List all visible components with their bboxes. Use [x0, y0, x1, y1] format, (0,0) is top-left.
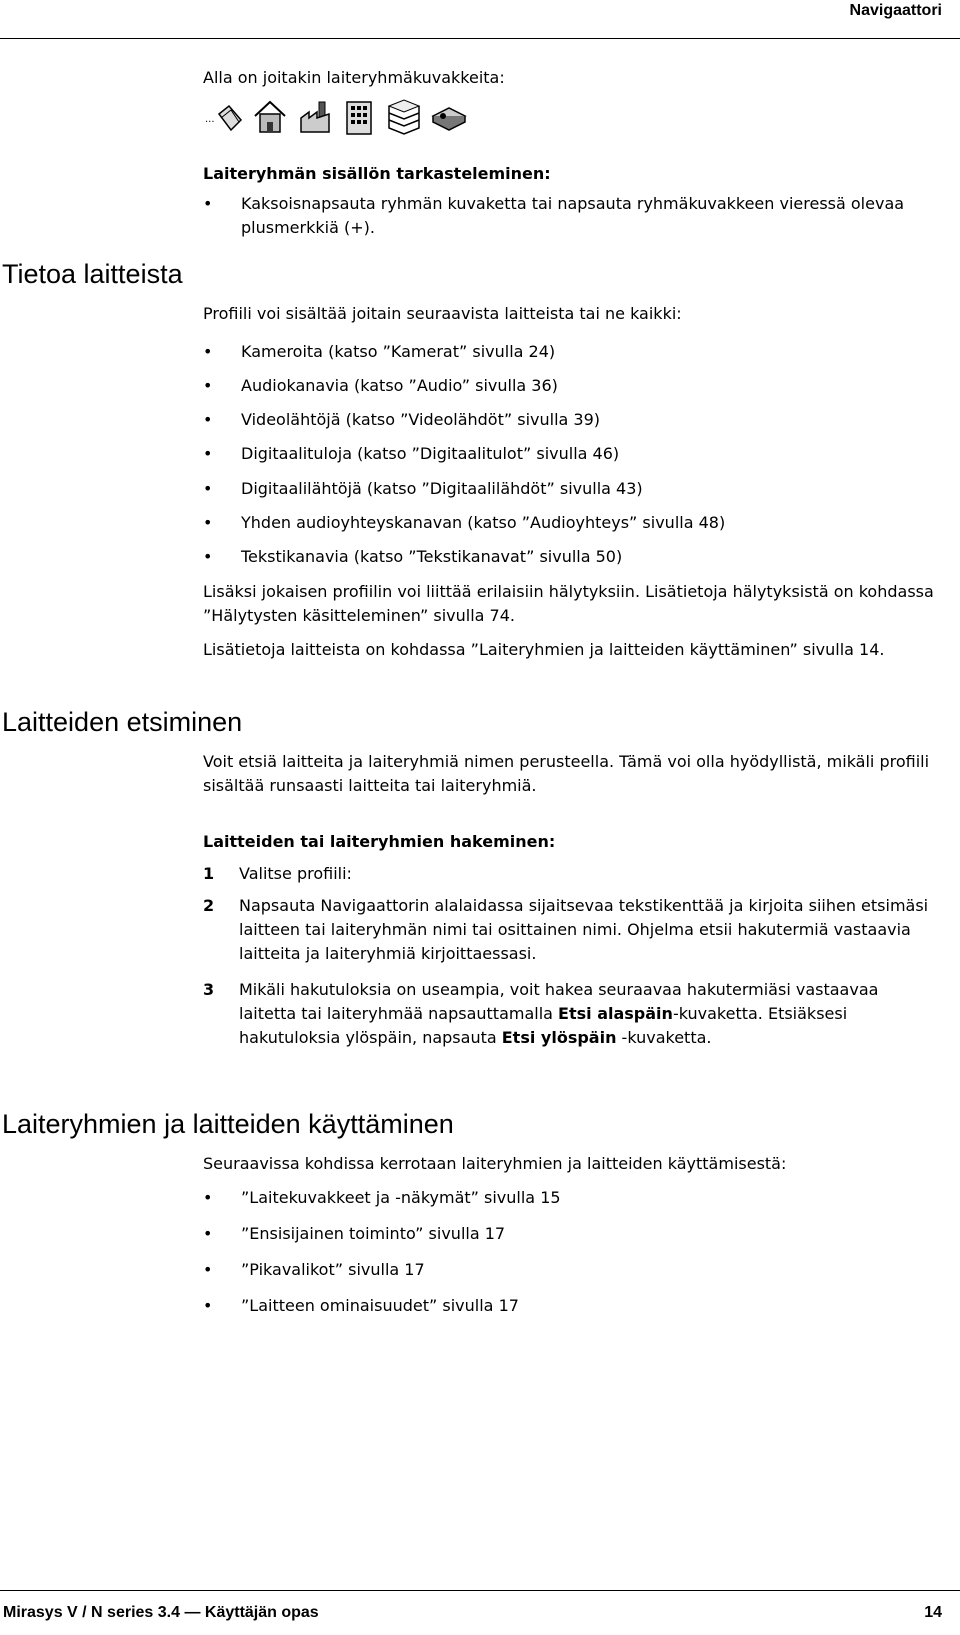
page-number: 14 [924, 1604, 942, 1621]
footer-title: Mirasys V / N series 3.4 — Käyttäjän opas [3, 1604, 319, 1621]
step-text: Valitse profiili: [239, 864, 352, 883]
group-icons-row [205, 98, 475, 140]
bullet-icon: • [203, 1260, 213, 1279]
bullet-icon: • [203, 410, 213, 429]
svg-text:...: ... [205, 114, 215, 125]
bullet-icon: • [203, 513, 213, 532]
list-item [203, 1258, 938, 1282]
list-item-text: ”Ensisijainen toiminto” sivulla 17 [241, 1224, 506, 1243]
section-heading-tietoa: Tietoa laitteista [2, 259, 183, 289]
search-down-label: Etsi alaspäin [558, 1004, 673, 1023]
list-item-text: ”Pikavalikot” sivulla 17 [241, 1260, 425, 1279]
list-item-text: Digitaalilähtöjä (katso ”Digitaalilähdöt” sivulla 43) [241, 479, 643, 498]
list-item-text: Tekstikanavia (katso ”Tekstikanavat” sivulla 50) [241, 547, 623, 566]
alarm-note: Lisäksi jokaisen profiilin voi liittää erilaisiin hälytyksiin. Lisätietoja hälytyksistä on kohdassa ”Hälytysten käsitteleminen” sivulla 74. [203, 582, 934, 625]
list-item-text: Digitaalituloja (katso ”Digitaalitulot” sivulla 46) [241, 444, 620, 463]
house-icon [251, 98, 289, 136]
footer-rule [0, 1590, 960, 1591]
list-item [203, 192, 938, 240]
factory-icon [297, 100, 333, 136]
running-title: Navigaattori [849, 2, 942, 19]
bullet-icon: • [203, 194, 213, 213]
step-number: 1 [203, 864, 215, 883]
search-up-label: Etsi ylöspäin [501, 1028, 617, 1047]
list-item [203, 374, 938, 398]
server-stack-icon [385, 98, 423, 136]
icons-caption: Alla on joitakin laiteryhmäkuvakkeita: [203, 68, 505, 87]
step-item [203, 894, 938, 966]
search-steps-heading: Laitteiden tai laiteryhmien hakeminen: [203, 832, 556, 851]
section-heading-etsiminen: Laitteiden etsiminen [2, 707, 243, 737]
step-text-part: -kuvaketta. Etsiäksesi hakutuloksia ylöspäin, napsauta [239, 1004, 848, 1047]
browse-instruction: Kaksoisnapsauta ryhmän kuvaketta tai napsauta ryhmäkuvakkeen vieressä olevaa plusmerkkiä (+). [241, 194, 905, 237]
list-item-text: ”Laitteen ominaisuudet” sivulla 17 [241, 1296, 519, 1315]
step-number: 3 [203, 980, 215, 999]
bullet-icon: • [203, 479, 213, 498]
list-item [203, 511, 938, 535]
search-intro: Voit etsiä laitteita ja laiteryhmiä nimen perusteella. Tämä voi olla hyödyllistä, mikäli profiili sisältää runsaasti laitteita tai laiteryhmiä. [203, 752, 930, 795]
list-item-text: Kameroita (katso ”Kamerat” sivulla 24) [241, 342, 556, 361]
list-item-text: Videolähtöjä (katso ”Videolähdöt” sivulla 39) [241, 410, 601, 429]
list-item [203, 545, 938, 569]
camera-device-icon [429, 104, 469, 134]
step-text-part: -kuvaketta. [616, 1028, 712, 1047]
section-heading-kayttaminen: Laiteryhmien ja laitteiden käyttäminen [2, 1109, 454, 1139]
list-item-text: Yhden audioyhteyskanavan (katso ”Audioyhteys” sivulla 48) [241, 513, 726, 532]
step-text [239, 978, 938, 1050]
header-rule [0, 38, 960, 39]
list-item [203, 1222, 938, 1246]
bullet-icon: • [203, 1188, 213, 1207]
list-item-text: ”Laitekuvakkeet ja -näkymät” sivulla 15 [241, 1188, 561, 1207]
bullet-icon: • [203, 1224, 213, 1243]
step-item [203, 862, 938, 886]
folder-icon [205, 100, 245, 136]
list-item-text: Audiokanavia (katso ”Audio” sivulla 36) [241, 376, 558, 395]
usage-intro: Seuraavissa kohdissa kerrotaan laiteryhmien ja laitteiden käyttämisestä: [203, 1154, 787, 1173]
step-item [203, 978, 938, 1050]
browse-heading: Laiteryhmän sisällön tarkasteleminen: [203, 164, 551, 183]
list-item [203, 1186, 938, 1210]
list-item [203, 1294, 938, 1318]
bullet-icon: • [203, 376, 213, 395]
more-info-note: Lisätietoja laitteista on kohdassa ”Laiteryhmien ja laitteiden käyttäminen” sivulla 14. [203, 640, 885, 659]
profile-intro: Profiili voi sisältää joitain seuraavista laitteista tai ne kaikki: [203, 304, 682, 323]
bullet-icon: • [203, 547, 213, 566]
office-building-icon [341, 98, 377, 136]
step-text: Napsauta Navigaattorin alalaidassa sijaitsevaa tekstikenttää ja kirjoita siihen etsimäsi laitteen tai laiteryhmän nimi tai osittainen nimi. Ohjelma etsii hakutermiä vastaavia laitteita ja laiteryhmiä kirjoittaessasi. [239, 896, 929, 963]
list-item [203, 477, 938, 501]
list-item [203, 340, 938, 364]
bullet-icon: • [203, 1296, 213, 1315]
step-number: 2 [203, 896, 215, 915]
bullet-icon: • [203, 342, 213, 361]
list-item [203, 408, 938, 432]
bullet-icon: • [203, 444, 213, 463]
step-text-part: Mikäli hakutuloksia on useampia, voit hakea seuraavaa hakutermiäsi vastaavaa laitetta tai laiteryhmää napsauttamalla [239, 980, 879, 1023]
list-item [203, 442, 938, 466]
